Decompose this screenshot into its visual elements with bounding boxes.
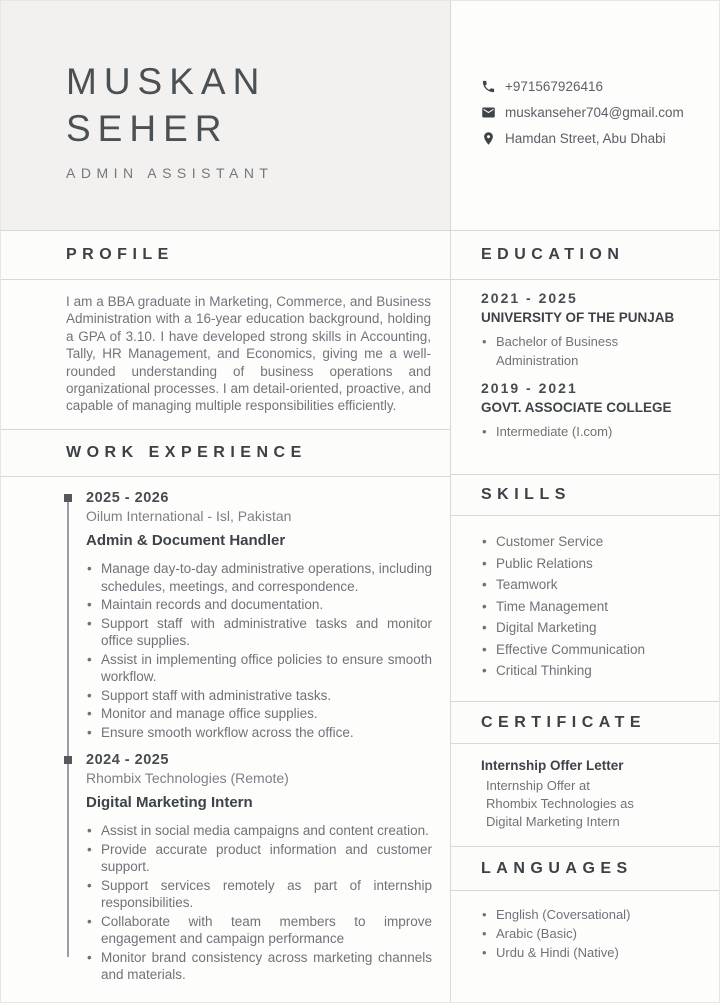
job-bullet-text: Manage day-to-day administrative operations, including schedules, meetings, and correspondence.: [101, 561, 432, 594]
certificate-title: Internship Offer Letter: [481, 758, 624, 773]
bullet-dot: •: [482, 907, 487, 922]
job-bullet-text: Support services remotely as part of internship responsibilities.: [101, 877, 432, 910]
education-school: UNIVERSITY OF THE PUNJAB: [481, 310, 675, 325]
job-title: Digital Marketing Intern: [86, 794, 253, 811]
work-experience-section-band: [1, 429, 450, 477]
job-bullet: [86, 877, 432, 912]
bullet-dot: •: [482, 598, 487, 614]
bullet-dot: •: [87, 877, 92, 893]
skill-item: [481, 596, 709, 618]
bullet-dot: •: [87, 706, 92, 721]
language-item: [481, 924, 709, 943]
skill-item-text: Customer Service: [496, 534, 604, 549]
bullet-dot: •: [87, 561, 92, 576]
job-bullet-text: Collaborate with team members to improve engagement and campaign performance: [101, 913, 432, 946]
timeline-marker: [64, 756, 72, 764]
job-company: Oilum International - Isl, Pakistan: [86, 508, 292, 524]
bullet-dot: •: [482, 620, 487, 635]
name-line-2: SEHER: [66, 108, 229, 149]
certificate-line: Digital Marketing Intern: [486, 814, 620, 829]
bullet-dot: •: [482, 424, 487, 439]
language-item-text: Arabic (Basic): [496, 926, 577, 941]
contact-email: [481, 105, 719, 120]
bullet-dot: •: [482, 555, 487, 571]
education-body: [451, 280, 719, 474]
bullet-dot: •: [482, 334, 487, 349]
education-entry-2: [481, 379, 705, 441]
name-line-1: MUSKAN: [66, 61, 267, 102]
job-bullet: [86, 913, 432, 948]
job-bullet-text: Support staff with administrative tasks and monitor office supplies.: [101, 615, 432, 648]
education-dates: 2021 - 2025: [481, 290, 578, 306]
job-bullet: [86, 822, 432, 840]
language-item: [481, 905, 709, 924]
job-company: Rhombix Technologies (Remote): [86, 770, 289, 786]
skill-item-text: Digital Marketing: [496, 620, 597, 635]
contact-block: [451, 1, 719, 230]
phone-icon: [481, 79, 496, 94]
education-school: GOVT. ASSOCIATE COLLEGE: [481, 400, 672, 415]
certificate-heading: CERTIFICATE: [481, 713, 647, 731]
job-bullet-list: [86, 560, 432, 741]
job-bullet: [86, 560, 432, 595]
skill-item: [481, 553, 709, 575]
job-dates: 2025 - 2026: [86, 490, 169, 506]
map-pin-icon: [481, 131, 496, 146]
education-item-list: [481, 422, 705, 441]
job-bullet-text: Ensure smooth workflow across the office.: [101, 724, 354, 740]
skill-item-text: Critical Thinking: [496, 663, 592, 678]
email-icon: [481, 105, 496, 120]
job-bullet: [86, 687, 432, 705]
education-section-band: [451, 230, 719, 280]
skills-body: [451, 516, 719, 701]
bullet-dot: •: [482, 534, 487, 549]
job-bullet: [86, 724, 432, 742]
timeline-line: [67, 501, 69, 957]
education-item-text: Intermediate (I.com): [496, 424, 613, 439]
education-entry-1: [481, 289, 705, 370]
bullet-dot: •: [87, 949, 92, 965]
bullet-dot: •: [87, 823, 92, 838]
certificate-line: Internship Offer at: [486, 778, 590, 793]
job-dates: 2024 - 2025: [86, 752, 169, 768]
skills-section-band: [451, 474, 719, 516]
education-dates: 2019 - 2021: [481, 380, 578, 396]
profile-section-band: [1, 230, 450, 280]
job-bullet: [86, 651, 432, 686]
contact-location: [481, 131, 719, 146]
bullet-dot: •: [87, 724, 92, 740]
location-text: Hamdan Street, Abu Dhabi: [505, 131, 666, 146]
certificate-line: Rhombix Technologies as: [486, 796, 634, 811]
bullet-dot: •: [482, 577, 487, 592]
job-title: Admin & Document Handler: [86, 532, 286, 549]
skill-item: [481, 639, 709, 661]
skill-item: [481, 617, 709, 639]
bullet-dot: •: [87, 597, 92, 612]
job-bullet: [86, 949, 432, 984]
job-bullet: [86, 705, 432, 723]
certificate-section-band: [451, 701, 719, 744]
bullet-dot: •: [87, 615, 92, 631]
job-bullet-text: Provide accurate product information and customer support.: [101, 841, 432, 874]
job-entry-1: [86, 490, 432, 741]
bullet-dot: •: [87, 913, 92, 929]
skill-item: [481, 574, 709, 596]
certificate-description: [481, 777, 709, 831]
languages-list: [481, 905, 709, 962]
work-experience-body: [1, 477, 450, 1002]
skill-item-text: Teamwork: [496, 577, 558, 592]
person-name: [66, 58, 450, 152]
profile-text: I am a BBA graduate in Marketing, Commerce, and Business Administration with a 16-year education background, holding a GPA of 3.10. I have developed strong skills in Accounting, Tally, HR Management, and Economics, giving me a well-rounded understanding of business operations and organizational processes. I am detail-oriented, proactive, and capable of managing multiple responsibilities efficiently.: [66, 294, 431, 414]
job-bullet-text: Assist in social media campaigns and content creation.: [101, 823, 429, 838]
phone-number: +971567926416: [505, 79, 603, 94]
profile-heading: PROFILE: [66, 246, 174, 263]
bullet-dot: •: [87, 651, 92, 667]
left-column: [1, 1, 451, 1002]
bullet-dot: •: [87, 687, 92, 703]
job-role: ADMIN ASSISTANT: [66, 165, 274, 181]
right-column: [451, 1, 719, 1002]
education-item-text: Bachelor of Business Administration: [496, 334, 619, 368]
contact-phone: [481, 79, 719, 94]
bullet-dot: •: [482, 663, 487, 678]
language-item-text: English (Coversational): [496, 907, 631, 922]
job-bullet: [86, 596, 432, 614]
work-experience-heading: WORK EXPERIENCE: [66, 444, 307, 461]
job-entry-2: [86, 752, 432, 984]
bullet-dot: •: [482, 926, 487, 941]
language-item-text: Urdu & Hindi (Native): [496, 945, 619, 960]
education-heading: EDUCATION: [481, 246, 625, 263]
skills-list: [481, 531, 709, 682]
job-bullet: [86, 841, 432, 876]
timeline-marker: [64, 494, 72, 502]
job-bullet-list: [86, 822, 432, 984]
certificate-body: [451, 744, 719, 846]
job-bullet-text: Support staff with administrative tasks.: [101, 687, 332, 703]
job-bullet-text: Assist in implementing office policies to ensure smooth workflow.: [101, 651, 432, 684]
bullet-dot: •: [482, 945, 487, 960]
education-item: [481, 332, 646, 370]
skill-item-text: Public Relations: [496, 555, 593, 571]
header-block: [1, 1, 450, 230]
languages-body: [451, 891, 719, 1002]
job-bullet-text: Monitor brand consistency across marketing channels and materials.: [101, 949, 432, 982]
skill-item-text: Effective Communication: [496, 641, 646, 657]
skill-item-text: Time Management: [496, 598, 609, 614]
languages-heading: LANGUAGES: [481, 859, 633, 877]
education-item: [481, 422, 646, 441]
bullet-dot: •: [482, 641, 487, 657]
job-bullet-text: Monitor and manage office supplies.: [101, 706, 318, 721]
job-bullet: [86, 615, 432, 650]
job-bullet-text: Maintain records and documentation.: [101, 597, 324, 612]
languages-section-band: [451, 846, 719, 891]
skill-item: [481, 660, 709, 682]
bullet-dot: •: [87, 841, 92, 857]
education-item-list: [481, 332, 705, 370]
skills-heading: SKILLS: [481, 486, 571, 503]
skill-item: [481, 531, 709, 553]
email-address: muskanseher704@gmail.com: [505, 105, 684, 120]
language-item: [481, 943, 709, 962]
